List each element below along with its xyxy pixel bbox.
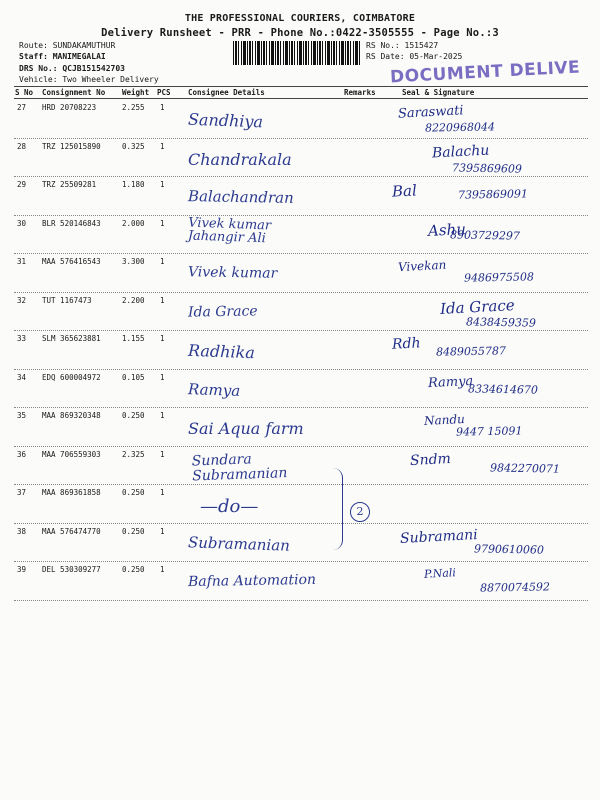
- row-signature: Ramya: [427, 373, 474, 391]
- row-divider: [14, 407, 588, 408]
- row-sno: 34: [17, 372, 27, 382]
- row-consignee-name: Radhika: [187, 340, 256, 363]
- row-consignment-no: EDQ 600004972: [42, 372, 101, 382]
- row-signature: Ashu: [427, 219, 467, 240]
- row-sno: 32: [17, 295, 27, 305]
- row-phone-number: 9486975508: [463, 270, 535, 285]
- drs-number: DRS No.: QCJB151542703: [19, 64, 125, 73]
- barcode: [233, 41, 361, 65]
- row-consignment-no: BLR 520146843: [42, 218, 101, 228]
- row-signature: Bal: [391, 181, 418, 201]
- row-divider: [14, 523, 588, 524]
- row-phone-number: 8438459359: [465, 314, 537, 330]
- row-divider: [14, 561, 588, 562]
- row-phone-number: 8489055787: [435, 344, 507, 359]
- column-header-consignee: Consignee Details: [188, 88, 265, 97]
- row-sno: 35: [17, 411, 27, 420]
- row-weight: 2.200: [122, 295, 145, 305]
- row-consignment-no: DEL 530309277: [42, 565, 101, 574]
- rs-date: RS Date: 05-Mar-2025: [366, 52, 463, 61]
- row-phone-number: 8870074592: [479, 580, 551, 595]
- row-weight: 0.250: [122, 526, 145, 536]
- row-pcs: 1: [160, 257, 165, 266]
- row-weight: 0.250: [122, 565, 145, 574]
- row-signature: P.Nali: [423, 566, 457, 581]
- row-pcs: 1: [160, 526, 165, 536]
- column-header-pcs: PCS: [157, 88, 171, 97]
- row-pcs: 1: [160, 141, 165, 151]
- row-weight: 1.155: [122, 334, 145, 343]
- row-divider: [14, 446, 588, 447]
- row-consignee-name: Ida Grace: [187, 302, 258, 321]
- row-consignment-no: MAA 869320348: [42, 411, 101, 420]
- row-pcs: 1: [160, 103, 165, 112]
- row-phone-number: 8334614670: [467, 381, 539, 397]
- header-rule-bottom: [14, 98, 588, 99]
- vehicle: Vehicle: Two Wheeler Delivery: [19, 75, 159, 84]
- row-signature: Sndm: [409, 450, 452, 469]
- row-pcs: 1: [160, 565, 165, 574]
- row-weight: 0.105: [122, 372, 145, 382]
- row-consignment-no: MAA 706559303: [42, 449, 101, 459]
- row-consignment-no: TRZ 125015890: [42, 141, 101, 151]
- row-sno: 30: [17, 218, 27, 228]
- column-header-weight: Weight: [122, 88, 150, 97]
- header-rule-top: [14, 86, 588, 87]
- row-consignee-name: Bafna Automation: [187, 571, 317, 591]
- row-pcs: 1: [160, 488, 165, 497]
- row-sno: 31: [17, 257, 27, 266]
- row-divider: [14, 176, 588, 177]
- row-weight: 2.325: [122, 449, 145, 459]
- column-header-consignment: Consignment No: [42, 88, 106, 97]
- row-consignee-name: Sundara Subramanian: [191, 450, 288, 484]
- row-sno: 28: [17, 141, 27, 151]
- row-signature: Vivekan: [397, 257, 447, 275]
- row-signature: Ida Grace: [439, 295, 516, 318]
- rs-number: RS No.: 1515427: [366, 41, 439, 50]
- row-phone-number: 7395869091: [457, 187, 529, 202]
- brace-count-circle: 2: [350, 502, 370, 522]
- row-consignee-name: Ramya: [187, 379, 241, 400]
- row-phone-number: 8903729297: [449, 227, 521, 243]
- column-header-remarks: Remarks: [344, 88, 376, 97]
- row-pcs: 1: [160, 218, 165, 228]
- row-phone-number: 9447 15091: [455, 424, 523, 439]
- row-weight: 1.180: [122, 180, 145, 189]
- column-header-sno: S No: [15, 88, 34, 97]
- row-phone-number: 9842270071: [489, 460, 561, 476]
- row-weight: 0.250: [122, 411, 145, 420]
- row-sno: 36: [17, 449, 27, 459]
- row-signature: Saraswati: [397, 103, 464, 122]
- runsheet-subtitle: Delivery Runsheet - PRR - Phone No.:0422-3505555 - Page No.:3: [101, 27, 499, 39]
- row-weight: 2.255: [122, 103, 145, 112]
- row-consignee-name: Sandhiya: [187, 109, 264, 132]
- row-divider: [14, 138, 588, 139]
- row-divider: [14, 330, 588, 331]
- row-phone-number: 7395869609: [451, 160, 523, 176]
- row-weight: 0.325: [122, 141, 145, 151]
- row-sno: 37: [17, 488, 27, 497]
- row-divider: [14, 369, 588, 370]
- row-signature: Rdh: [391, 335, 421, 353]
- row-weight: 2.000: [122, 218, 145, 228]
- column-header-seal: Seal & Signature: [402, 88, 475, 97]
- row-consignee-name: Vivek kumar Jahangir Ali: [187, 215, 272, 246]
- row-consignment-no: TUT 1167473: [42, 295, 92, 305]
- row-pcs: 1: [160, 449, 165, 459]
- row-divider: [14, 484, 588, 485]
- row-sno: 33: [17, 334, 27, 343]
- row-pcs: 1: [160, 334, 165, 343]
- row-weight: 3.300: [122, 257, 145, 266]
- row-signature: Nandu: [423, 411, 466, 429]
- row-signature: Subramani: [399, 526, 479, 547]
- company-title: THE PROFESSIONAL COURIERS, COIMBATORE: [184, 13, 416, 24]
- row-divider: [14, 215, 588, 216]
- row-weight: 0.250: [122, 488, 145, 497]
- row-consignment-no: MAA 576474770: [42, 526, 101, 536]
- row-consignment-no: HRD 20708223: [42, 103, 97, 112]
- row-consignee-name: Sai Aqua farm: [188, 419, 304, 438]
- brace: [332, 468, 343, 550]
- row-pcs: 1: [160, 411, 165, 420]
- row-consignee-name: Subramanian: [187, 532, 291, 555]
- row-pcs: 1: [160, 295, 165, 305]
- document-delivered-stamp: DOCUMENT DELIVE: [389, 57, 581, 88]
- row-consignment-no: SLM 365623881: [42, 334, 101, 343]
- row-phone-number: 8220968044: [424, 120, 496, 135]
- staff: Staff: MANIMEGALAI: [19, 52, 106, 61]
- row-consignee-name: Vivek kumar: [187, 264, 278, 282]
- row-sno: 39: [17, 565, 27, 574]
- row-pcs: 1: [160, 180, 165, 189]
- row-consignee-name: Balachandran: [187, 187, 294, 207]
- row-divider: [14, 292, 588, 293]
- row-consignment-no: MAA 869361858: [42, 488, 101, 497]
- row-consignee-name: —do—: [200, 496, 259, 517]
- row-sno: 38: [17, 526, 27, 536]
- row-divider: [14, 600, 588, 601]
- row-sno: 27: [17, 103, 27, 112]
- row-pcs: 1: [160, 372, 165, 382]
- row-consignee-name: Chandrakala: [188, 149, 292, 169]
- row-divider: [14, 253, 588, 254]
- row-consignment-no: TRZ 25509281: [42, 180, 97, 189]
- row-signature: Balachu: [431, 142, 490, 161]
- route: Route: SUNDAKAMUTHUR: [19, 41, 116, 50]
- row-sno: 29: [17, 180, 27, 189]
- row-phone-number: 9790610060: [473, 541, 545, 557]
- row-consignment-no: MAA 576416543: [42, 257, 101, 266]
